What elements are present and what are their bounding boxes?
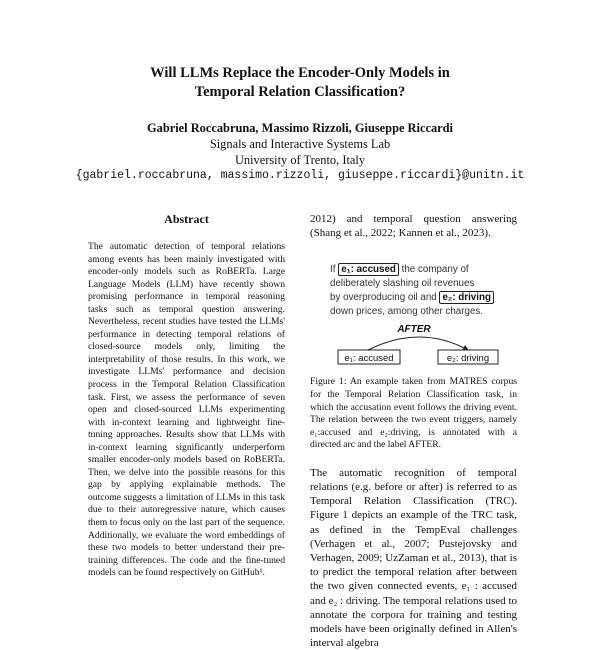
- intro-continuation: 2012) and temporal question answering (Shang et al., 2022; Kannen et al., 2023).: [310, 213, 517, 240]
- title-line-2: Temporal Relation Classification?: [194, 84, 406, 100]
- author-block: [0, 120, 600, 184]
- figure-line1-pre: If: [330, 264, 336, 276]
- relation-arc: [368, 337, 468, 350]
- intro-paragraph: The automatic recognition of temporal relations (e.g. before or after) is referred to as Temporal Relation Classification (TRC). Figure 1 depicts an example of the TRC task, as defined in the TempEval challenges (Verhagen et al., 2007; Pustejovsky and Verhagen, 2009; UzZaman et al., 2013), that is to predict the temporal relation after between the two given connected events, e₁ : accused and e₂ : driving. The temporal relations used to annotate the corpora for training and testing models have been originally defined in Allen's interval algebra: [310, 466, 517, 650]
- title-line-1: Will LLMs Replace the Encoder-Only Models in: [150, 65, 450, 81]
- left-column: [88, 212, 285, 580]
- figure-line3-pre: by overproducing oil and: [330, 292, 437, 304]
- relation-diagram: [310, 318, 517, 368]
- abstract-text: The automatic detection of temporal relations among events has been mainly investigated with encoder-only models such as RoBERTa. Large Language Models (LLM) have recently shown promising performance in temporal reasoning tasks such as temporal question answering. Nevertheless, recent studies have tested the LLMs' performance in detecting temporal relations of closed-source models only, limiting the interpretability of those results. In this work, we investigate LLMs' performance and decision process in the Temporal Relation Classification task. First, we assess the performance of seven open and closed-sourced LLMs experimenting with in-context learning and lightweight fine-tuning approaches. Results show that LLMs with in-context learning significantly underperform smaller encoder-only models based on RoBERTa. Then, we delve into the possible reasons for this gap by applying explainable methods. The outcome suggests a limitation of LLMs in this task due to their autoregressive nature, which causes them to focus only on the last part of the sequence. Additionally, we evaluate the word embeddings of these two models to better understand their pre-training differences. The code and the fine-tuned models can be found respectively on GitHub¹.: [88, 241, 285, 579]
- abstract-heading: Abstract: [164, 212, 209, 226]
- figure-text-line-1: [330, 264, 469, 275]
- affiliation-lab: Signals and Interactive Systems Lab: [209, 137, 391, 151]
- figure-1: [310, 262, 517, 365]
- figure-line1-post: the company of: [401, 264, 469, 276]
- node-e2-label: e₂: driving: [446, 353, 490, 365]
- relation-label: AFTER: [397, 324, 431, 336]
- paper-title: [0, 64, 600, 102]
- event-e2-highlight: e₂: driving: [439, 291, 493, 304]
- author-names: Gabriel Roccabruna, Massimo Rizzoli, Giuseppe Riccardi: [147, 121, 453, 135]
- author-emails: {gabriel.roccabruna, massimo.rizzoli, giuseppe.riccardi}@unitn.it: [75, 169, 525, 182]
- event-e1-highlight: e₁: accused: [338, 263, 399, 276]
- figure-text-line-4: down prices, among other charges.: [330, 306, 484, 318]
- figure-text-line-3: [330, 292, 494, 303]
- figure-text-line-2: deliberately slashing oil revenues: [330, 278, 475, 290]
- node-e1-label: e₁: accused: [344, 353, 394, 365]
- figure-caption: Figure 1: An example taken from MATRES corpus for the Temporal Relation Classification task, in which the accusation event follows the driving event. The relation between the two event triggers, namely e₁:accused and e₂:driving, is annotated with a directed arc and the label AFTER.: [310, 376, 517, 451]
- right-column: [310, 212, 517, 650]
- affiliation-university: University of Trento, Italy: [234, 153, 366, 167]
